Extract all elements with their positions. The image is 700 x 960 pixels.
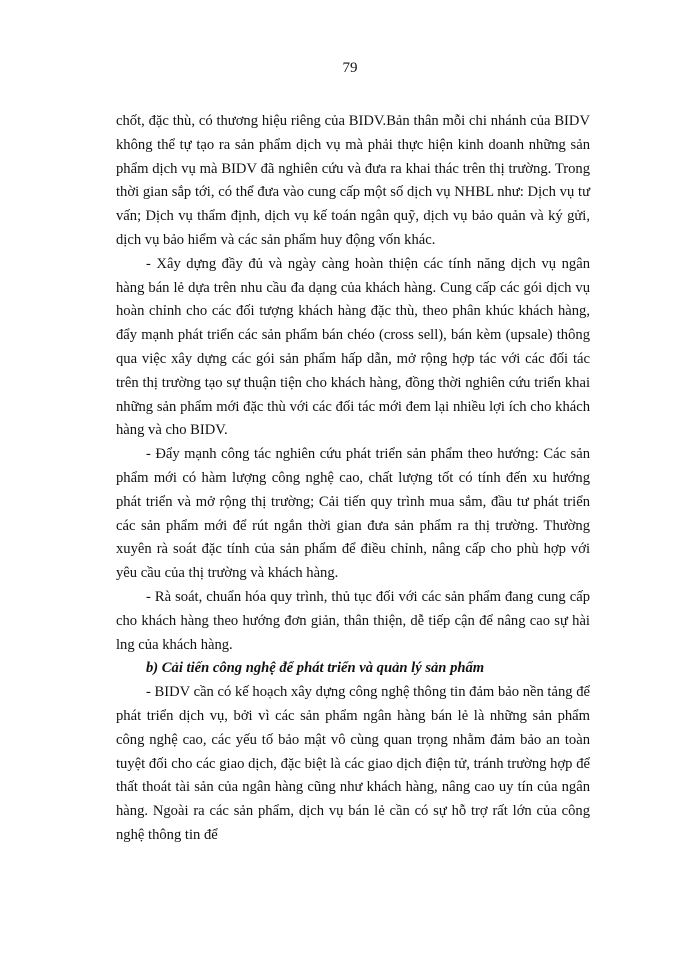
section-heading: b) Cải tiến công nghệ để phát triển và quản lý sản phẩm (146, 660, 485, 677)
paragraph-continuation: chốt, đặc thù, có thương hiệu riêng của BIDV.Bản thân mỗi chi nhánh của BIDV không thể tự tạo ra sản phẩm dịch vụ mà phải thực hiện kinh doanh những sản phẩm dịch vụ mà BIDV đã nghiên cứu và đưa ra khai thác trên thị trường. Trong thời gian sắp tới, có thể đưa vào cung cấp một số dịch vụ NHBL như: Dịch vụ tư vấn; Dịch vụ thẩm định, dịch vụ kế toán ngân quỹ, dịch vụ bảo quản và ký gửi, dịch vụ bảo hiểm và các sản phẩm huy động vốn khác. (116, 113, 590, 248)
paragraph-service-features: - Xây dựng đầy đủ và ngày càng hoàn thiện các tính năng dịch vụ ngân hàng bán lẻ dựa trên nhu cầu đa dạng của khách hàng. Cung cấp các gói dịch vụ hoàn chỉnh cho các đối tượng khách hàng đặc thù, theo phân khúc khách hàng, đẩy mạnh phát triển các sản phẩm bán chéo (cross sell), bán kèm (upsale) thông qua việc xây dựng các gói sản phẩm hấp dẫn, mở rộng hợp tác với các đối tác trên thị trường tạo sự thuận tiện cho khách hàng, đồng thời nghiên cứu triển khai những sản phẩm mới đặc thù với các đối tác mới đem lại nhiều lợi ích cho khách hàng và cho BIDV. (116, 255, 590, 439)
paragraph-procedure-standardization: - Rà soát, chuẩn hóa quy trình, thủ tục đối với các sản phẩm đang cung cấp cho khách hàng theo hướng đơn giản, thân thiện, dễ tiếp cận để nâng cao sự hài lng của khách hàng. (116, 588, 590, 653)
page-number: 79 (342, 60, 358, 76)
document-body (116, 110, 590, 848)
paragraph-technology-plan: - BIDV cần có kế hoạch xây dựng công nghệ thông tin đảm bảo nền tảng để phát triển dịch vụ, bởi vì các sản phẩm ngân hàng bán lẻ là những sản phẩm công nghệ cao, các yếu tố bảo mật vô cùng quan trọng nhằm đảm bảo an toàn tuyệt đối cho các giao dịch, đặc biệt là các giao dịch điện tử, tránh trường hợp để thất thoát tài sản của ngân hàng cũng như khách hàng, nâng cao uy tín của ngân hàng. Ngoài ra các sản phẩm, dịch vụ bán lẻ cần có sự hỗ trợ rất lớn của công nghệ thông tin để (116, 684, 590, 843)
paragraph-product-research: - Đẩy mạnh công tác nghiên cứu phát triển sản phẩm theo hướng: Các sản phẩm mới có hàm lượng công nghệ cao, chất lượng tốt có tính đến xu hướng phát triển và mở rộng thị trường; Cải tiến quy trình mua sắm, đầu tư phát triển các sản phẩm mới để rút ngắn thời gian đưa sản phẩm ra thị trường. Thường xuyên rà soát đặc tính của sản phẩm để điều chỉnh, nâng cấp cho phù hợp với yêu cầu của thị trường và khách hàng. (116, 446, 590, 582)
